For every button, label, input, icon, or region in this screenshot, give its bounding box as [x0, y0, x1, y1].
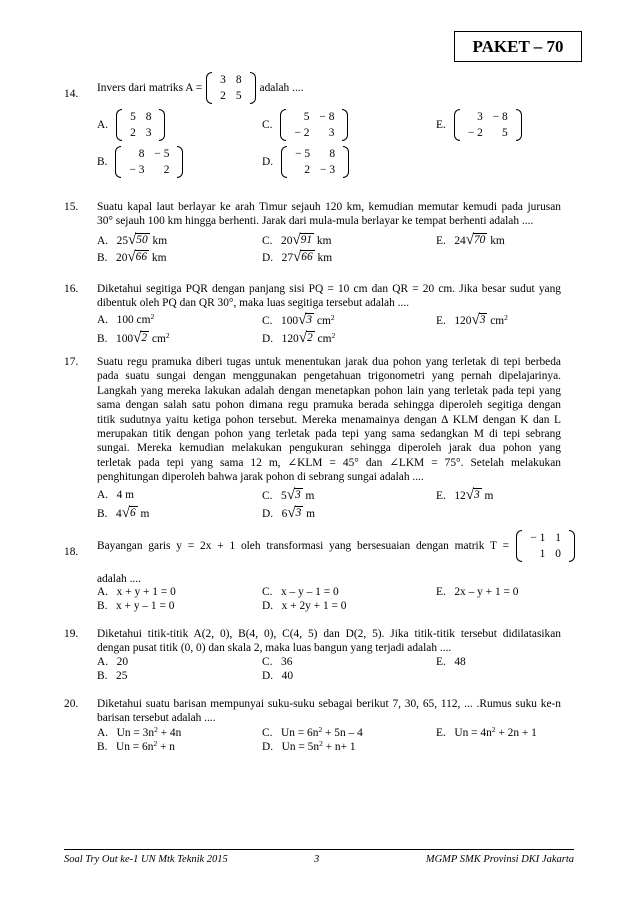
q14-matrix: 3 8 2 5	[206, 72, 255, 104]
q16-option-b[interactable]: B. 100 √ 2 $cm^2$	[97, 330, 170, 346]
question-14-stem	[97, 72, 304, 104]
question-20-text: Diketahui suatu barisan mempunyai suku-suku sebagai berikut 7, 30, 65, 112, ... .Rumus suku ke-n barisan tersebut adalah ....	[97, 698, 561, 724]
q15-option-d[interactable]: D. 27 √ 66 km	[262, 249, 333, 265]
question-17-text: Suatu regu pramuka diberi tugas untuk menentukan jarak dua pohon yang terletak di tepi berbeda pada suatu sungai dengan menggunakan pengetahuan trigonometri yang pernah dipelajarinya. Langkah yang mereka lakukan adalah dengan menetapkan pohon lain yang terletak pada tepi yang sama dengan salah satu pohon dimana regu pramuka berada sehingga diperoleh segitiga dengan titik sudutnya yaitu ketiga pohon tersebut. Mereka menamainya dengan ∆ KLM dengan K dan L merupakan titik dengan pohon yang terletak pada tepi yang sama sedangkan M di tepi sebrang sungai. Mereka kemudian melakukan pengukuran sehingga diperoleh jarak dua pohon yang terletak pada tepi yang sama 12 m, ∠KLM = 45° dan ∠LKM = 75°. Setelah melakukan penghitungan diperoleh bahwa jarak pohon di sebrang sungai adalah ....	[97, 356, 561, 484]
q17-option-c[interactable]: C. 5 √ 3 m	[262, 487, 315, 503]
footer-left: Soal Try Out ke-1 UN Mtk Teknik 2015	[64, 854, 228, 865]
question-18-number: 18.	[64, 546, 79, 558]
q14-option-a[interactable]: A. 5 8 2 3	[97, 109, 165, 141]
question-16-number: 16.	[64, 283, 79, 295]
q14-option-b[interactable]: B. 8 − 5 − 3 2	[97, 146, 183, 178]
q19-option-d[interactable]: D. 40	[262, 670, 294, 682]
q18-option-d[interactable]: D. x + 2y + 1 = 0	[262, 600, 347, 612]
q20-option-b[interactable]: B. $Un = 6n^2 + n$	[97, 739, 176, 753]
question-20-number: 20.	[64, 698, 79, 710]
q20-option-a[interactable]: A. $Un = 3n^2 + 4n$	[97, 725, 182, 739]
q19-option-b[interactable]: B. 25	[97, 670, 128, 682]
q18-option-c[interactable]: C. x – y – 1 = 0	[262, 586, 339, 598]
q14-option-d[interactable]: D. − 5 8 2 − 3	[262, 146, 349, 178]
q16-option-c[interactable]: C. 100 √ 3 $cm^2$	[262, 312, 335, 328]
q18-post: adalah ....	[97, 573, 141, 585]
q14-option-c[interactable]: C. 5 − 8 − 2 3	[262, 109, 348, 141]
question-17-number: 17.	[64, 356, 79, 368]
q16-option-e[interactable]: E. 120 √ 3 $cm^2$	[436, 312, 508, 328]
q17-option-a[interactable]: A. 4 m	[97, 489, 135, 501]
q15-option-c[interactable]: C. 20 √ 91 km	[262, 232, 332, 248]
q19-option-e[interactable]: E. 48	[436, 656, 466, 668]
q15-option-a[interactable]: A. 25 √ 50 km	[97, 232, 168, 248]
q17-option-b[interactable]: B. 4 √ 6 m	[97, 505, 150, 521]
question-19-text: Diketahui titik-titik A(2, 0), B(4, 0), C(4, 5) dan D(2, 5). Jika titik-titik tersebut didilatasikan dengan pusat titik (0, 0) dan skala 2, maka luas bangun yang terjadi adalah ....	[97, 628, 561, 654]
q15-option-e[interactable]: E. 24 √ 70 km	[436, 232, 505, 248]
q16-option-d[interactable]: D. 120 √ 2 $cm^2$	[262, 330, 336, 346]
paket-label: PAKET – 70	[454, 31, 582, 62]
question-16-text: Diketahui segitiga PQR dengan panjang sisi PQ = 10 cm dan QR = 20 cm. Jika besar sudut yang dibentuk oleh PQ dan QR 30°, maka luas segitiga tersebut adalah ....	[97, 283, 561, 309]
footer-divider	[64, 849, 574, 850]
question-18-stem	[97, 530, 575, 562]
q14-post: adalah ....	[259, 82, 304, 94]
q16-option-a[interactable]: A. 100 $cm^2$	[97, 312, 155, 326]
q17-option-d[interactable]: D. 6 √ 3 m	[262, 505, 315, 521]
q18-option-e[interactable]: E. 2x – y + 1 = 0	[436, 586, 519, 598]
question-15-number: 15.	[64, 201, 79, 213]
q15-option-b[interactable]: B. 20 √ 66 km	[97, 249, 167, 265]
q18-option-b[interactable]: B. x + y – 1 = 0	[97, 600, 175, 612]
q20-option-d[interactable]: D. $Un = 5n^2 + n+ 1$	[262, 739, 356, 753]
q17-option-e[interactable]: E. 12 √ 3 m	[436, 487, 494, 503]
question-14-number: 14.	[64, 88, 79, 100]
footer-page-number: 3	[314, 854, 320, 865]
question-19-number: 19.	[64, 628, 79, 640]
q20-option-e[interactable]: E. $Un = 4n^2 + 2n + 1$	[436, 725, 537, 739]
q18-matrix: − 1 1 1 0	[516, 530, 575, 562]
footer-right: MGMP SMK Provinsi DKI Jakarta	[425, 854, 574, 865]
question-15-text: Suatu kapal laut berlayar ke arah Timur sejauh 120 km, kemudian memutar kemudi pada jurusan 30° sejauh 100 km hingga berhenti. Jarak dari mula-mula berlayar ke tempat berhenti adalah ....	[97, 201, 561, 227]
q18-option-a[interactable]: A. x + y + 1 = 0	[97, 586, 176, 598]
q19-option-a[interactable]: A. 20	[97, 656, 129, 668]
q18-pre: Bayangan garis y = 2x + 1 oleh transformasi yang bersesuaian dengan matrik T =	[97, 540, 509, 552]
q19-option-c[interactable]: C. 36	[262, 656, 293, 668]
q14-pre: Invers dari matriks A =	[97, 82, 203, 94]
q14-option-e[interactable]: E. 3 − 8 − 2 5	[436, 109, 522, 141]
q20-option-c[interactable]: C. $Un = 6n^2 + 5n - 4$	[262, 725, 363, 739]
